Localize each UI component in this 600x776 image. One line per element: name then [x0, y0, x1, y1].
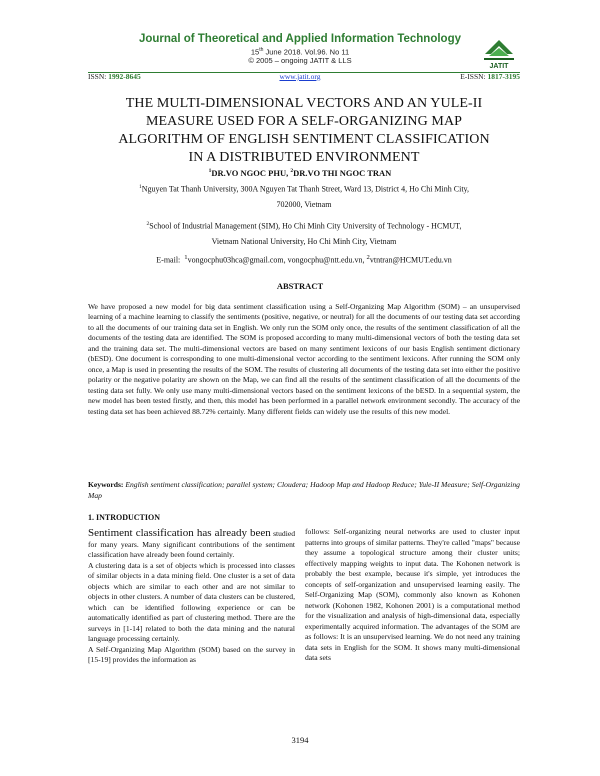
issue-rest: June 2018. Vol.96. No 11 [265, 47, 350, 57]
right-column [305, 527, 520, 664]
eissn-label: E-ISSN: [460, 72, 486, 81]
author2-mark: 2 [290, 168, 294, 175]
affiliation-2 [88, 219, 520, 232]
journal-copyright: © 2005 – ongoing JATIT & LLS [248, 56, 352, 65]
abstract-text: We have proposed a new model for big data sentiment classification using a Self-Organizing Map Algorithm (SOM) – an unsupervised learning of a machine learning to classify the sentiments (positive, negative, or neutral) for all the documents of our testing data set according to all the documents of our training data set in English. We only run the SOM only once, the results of the sentiment classification of all the documents of the testing data are identified. The SOM is proposed according to many multi-dimensional vectors of both the testing data set and the training data set. The multi-dimensional vectors are based on many sentiment lexicons of our basis English sentiment dictionary (bESD). One document is corresponding to one multi-dimensional vector according to the sentiment lexicons. After running the SOM only once, a Map is used in presenting the results of the SOM. The results of clustering all documents of the testing data set into either the positive polarity or the negative polarity are shown on the Map, we can find all the results of the sentiment classification of all the documents of the testing data set fully. We only use many multi-dimensional vectors based on the sentiment lexicons of the bESD. In a sequential system, the new model has been tested firstly, and then, this model has been performed in a parallel network environment secondly. The accuracy of the testing data set has been achieved 88.72% certainly. Many different fields can widely use the results of this new model. [88, 302, 520, 416]
author1-mark: 1 [208, 168, 212, 175]
intro-paragraph-4: follows: Self-organizing neural networks are used to cluster input patterns into groups of similar patterns. They're called "maps" because they assume a topological structure among their cluster units; effectively mapping weights to input data. The Kohonen network is probably the best example, because it's simple, yet introduces the concepts of self-organization and unsupervised learning easily. The Self-Organizing Map (SOM), commonly also known as Kohonen network (Kohonen 1982, Kohonen 2001) is a computational method for the visualization and analysis of high-dimensional data, especially experimentally acquired information. The advantages of the SOM are as follows: It is an unsupervised learning. We do not need any training data sets in English for the SOM. It shows many multi-dimensional data sets [305, 527, 520, 662]
left-column [88, 528, 295, 666]
email2-mark: 2 [366, 254, 370, 261]
title-line: MEASURE USED FOR A SELF-ORGANIZING MAP [145, 114, 463, 129]
email-line [88, 254, 520, 265]
email2: vtntran@HCMUT.edu.vn [369, 255, 452, 265]
keywords-value: English sentiment classification; parallel system; Cloudera; Hadoop Map and Hadoop Reduce; Yule-II Measure; Self-Organizing Map [88, 480, 520, 500]
intro-lead: Sentiment classification has already been [88, 527, 271, 539]
intro-paragraph-2: A clustering data is a set of objects which is processed into classes of similar objects in a data mining field. One cluster is a set of data objects which are similar to each other and are not similar to objects in other clusters. A number of data clusters can be clustered, which can be identified following experience or can be automatically identified as part of clustering method. There are the surveys in [1-14] related to both the data mining and the natural language processing certainly. [88, 560, 295, 643]
section-heading: 1. INTRODUCTION [88, 513, 161, 522]
aff2-line1: School of Industrial Management (SIM), Ho Chi Minh City University of Technology - HCMUT, [149, 221, 462, 231]
issn-value: 1992-8645 [108, 72, 141, 81]
eissn [460, 72, 520, 81]
intro-paragraph-1 [88, 528, 295, 561]
email1-mark: 1 [184, 254, 188, 261]
email1: vongocphu03hca@gmail.com, vongocphu@ntt.edu.vn, [187, 255, 367, 265]
affiliation-1-cont: 702000, Vietnam [276, 200, 332, 209]
page-number: 3194 [291, 735, 309, 745]
authors [0, 168, 600, 178]
title-line: ALGORITHM OF ENGLISH SENTIMENT CLASSIFICATION [118, 132, 490, 147]
aff1-mark: 1 [138, 184, 142, 190]
author1: DR.VO NGOC PHU, [211, 168, 291, 178]
eissn-value: 1817-3195 [487, 72, 520, 81]
intro-rest: studied for many years. Many significant contributions of the sentiment classification have already been found certainly. [88, 529, 295, 559]
issn-label: ISSN: [88, 72, 107, 81]
issue-day: 15 [250, 47, 260, 57]
title-line: THE MULTI-DIMENSIONAL VECTORS AND AN YULE-II [125, 96, 483, 111]
aff1-line1: Nguyen Tat Thanh University, 300A Nguyen Tat Thanh Street, Ward 13, District 4, Ho Chi Minh City, [141, 184, 470, 194]
logo-text: JATIT [489, 63, 509, 70]
intro-paragraph-3: A Self-Organizing Map Algorithm (SOM) based on the survey in [15-19] provides the information as [88, 644, 295, 664]
email-label: E-mail: [156, 255, 181, 265]
journal-url-link[interactable]: www.jatit.org [279, 72, 321, 81]
issue-day-suffix: th [259, 47, 264, 53]
journal-title: Journal of Theoretical and Applied Information Technology [138, 33, 462, 45]
title-line: IN A DISTRIBUTED ENVIRONMENT [188, 150, 420, 165]
affiliation-2-cont: Vietnam National University, Ho Chi Minh City, Vietnam [211, 237, 397, 246]
affiliation-1 [88, 182, 520, 195]
keywords-label: Keywords: [88, 480, 124, 489]
abstract-heading: ABSTRACT [276, 281, 324, 291]
keywords [88, 480, 520, 501]
paper-title [88, 95, 520, 167]
author2: DR.VO THI NGOC TRAN [293, 168, 392, 178]
aff2-mark: 2 [146, 221, 150, 227]
jatit-logo-icon [479, 34, 519, 72]
